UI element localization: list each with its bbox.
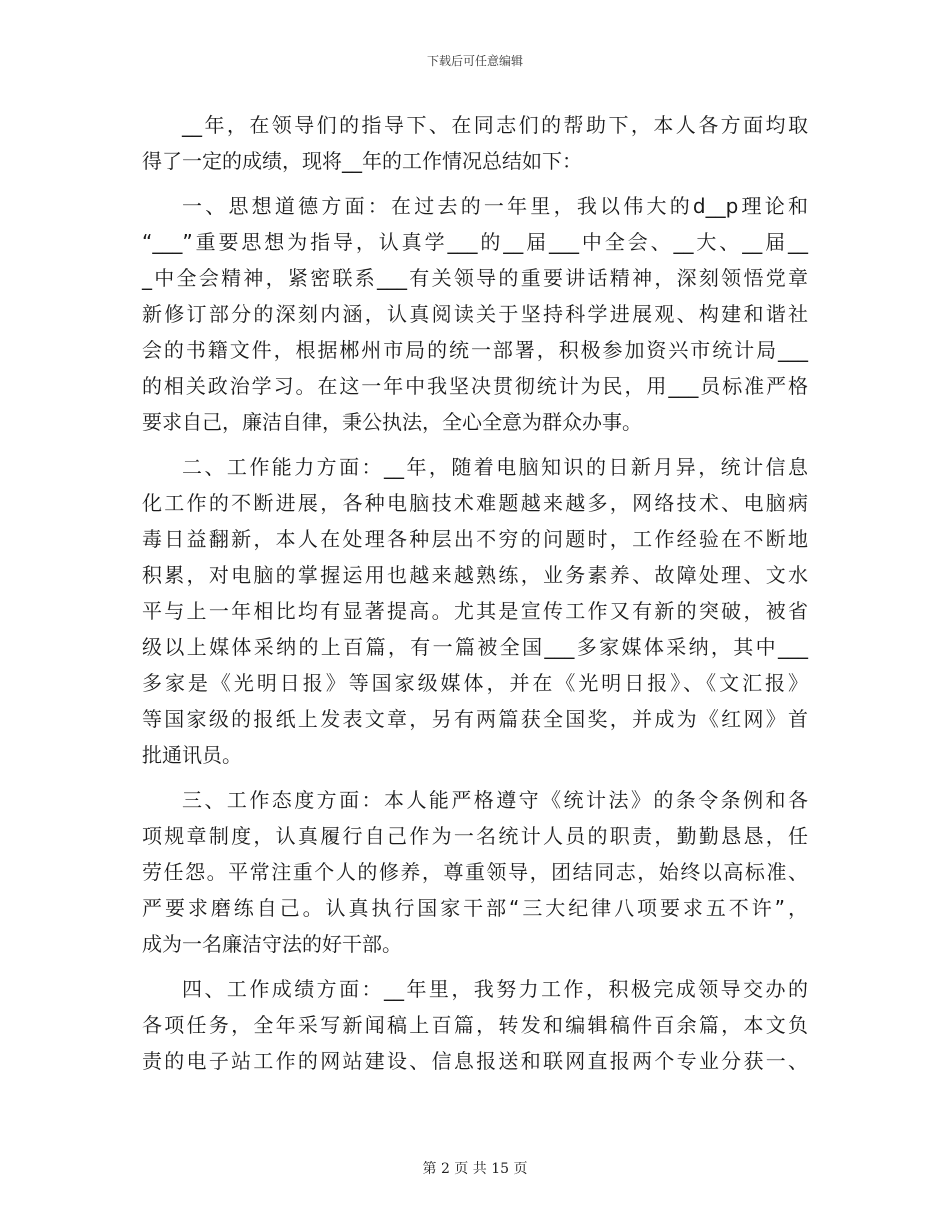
text-line: 的相关政治学习。在这一年中我坚决贯彻统计为民，用___员标准严格 [142,374,808,398]
page-number: 第 2 页 共 15 页 [422,1161,528,1177]
text-line: 二、工作能力方面：__年，随着电脑知识的日新月异，统计信息 [182,455,808,479]
text-line: 新修订部分的深刻内涵，认真阅读关于坚持科学进展观、构建和谐社 [142,302,808,326]
text-line: 项规章制度，认真履行自己作为一名统计人员的职责，勤勤恳恳，任 [142,824,808,848]
text-line: 化工作的不断进展，各种电脑技术难题越来越多，网络技术、电脑病 [142,491,808,515]
text-line: 四、工作成绩方面：__年里，我努力工作，积极完成领导交办的 [182,977,808,1001]
paragraph [142,971,808,1079]
text-line: 责的电子站工作的网站建设、信息报送和联网直报两个专业分获一、 [142,1049,808,1073]
text-line: 多家是《光明日报》等国家级媒体，并在《光明日报》、《文汇报》 [142,671,808,695]
text-line: 各项任务，全年采写新闻稿上百篇，转发和编辑稿件百余篇，本文负 [142,1013,808,1037]
header-note: 下载后可任意编辑 [426,54,523,68]
paragraph [142,107,808,179]
text-line: 级以上媒体采纳的上百篇，有一篇被全国___多家媒体采纳，其中___ [142,635,808,659]
text-line: 批通讯员。 [142,743,242,767]
text-line: _中全会精神，紧密联系___有关领导的重要讲话精神，深刻领悟党章 [142,266,808,290]
text-line: 会的书籍文件，根据郴州市局的统一部署，积极参加资兴市统计局___ [142,338,808,362]
text-line: 积累，对电脑的掌握运用也越来越熟练，业务素养、故障处理、文水 [142,563,808,587]
paragraph [142,782,808,962]
text-line: “___”重要思想为指导，认真学___的__届___中全会、__大、__届__ [142,230,808,254]
paragraph [142,188,808,440]
text-line: 要求自己，廉洁自律，秉公执法，全心全意为群众办事。 [142,410,642,434]
text-line: 劳任怨。平常注重个人的修养，尊重领导，团结同志，始终以高标准、 [142,860,808,884]
text-line: 三、工作态度方面：本人能严格遵守《统计法》的条令条例和各 [182,788,808,812]
text-line: 等国家级的报纸上发表文章，另有两篇获全国奖，并成为《红网》首 [142,707,808,731]
paragraph [142,449,808,773]
text-line: 得了一定的成绩，现将__年的工作情况总结如下： [142,149,582,173]
text-line: __年，在领导们的指导下、在同志们的帮助下，本人各方面均取 [182,113,808,137]
document-body [142,107,808,1079]
text-line: 毒日益翻新，本人在处理各种层出不穷的问题时，工作经验在不断地 [142,527,808,551]
text-line: 严要求磨练自己。认真执行国家干部“三大纪律八项要求五不许”， [142,896,808,920]
text-line: 成为一名廉洁守法的好干部。 [142,932,402,956]
text-line: 平与上一年相比均有显著提高。尤其是宣传工作又有新的突破，被省 [142,599,808,623]
text-line: 一、思想道德方面：在过去的一年里，我以伟大的d__p理论和 [182,194,808,218]
